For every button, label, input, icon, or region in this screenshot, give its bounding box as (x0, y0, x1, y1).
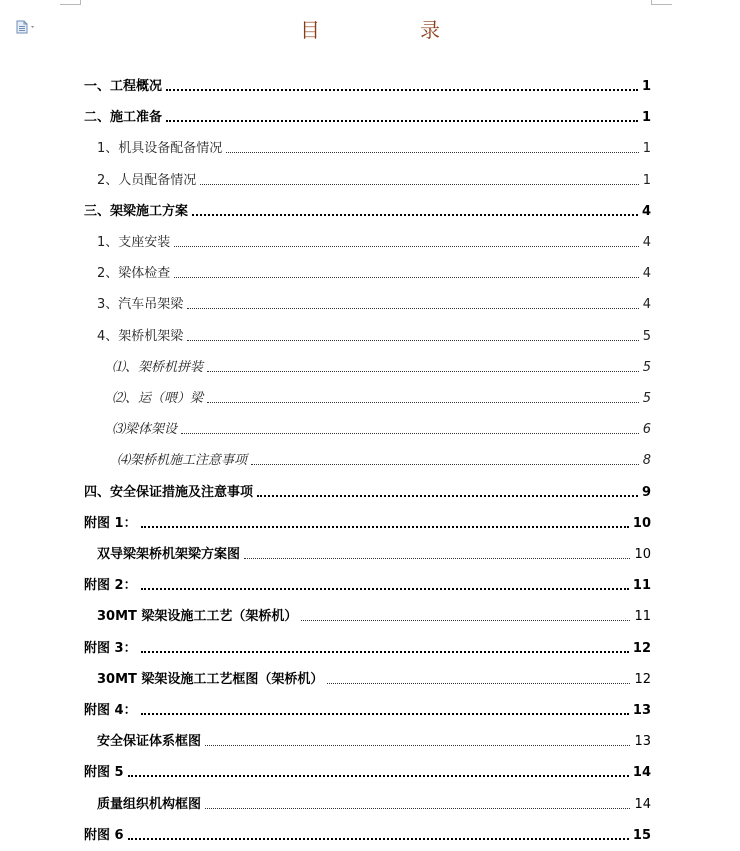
toc-dot-leader (181, 432, 639, 434)
toc-page-number: 1 (642, 141, 651, 156)
toc-entry-label: 附图 5 (84, 765, 124, 780)
toc-entry[interactable] (84, 824, 651, 844)
toc-entry-label: 三、架梁施工方案 (84, 204, 189, 219)
toc-page-number: 11 (632, 578, 651, 593)
toc-dot-leader (174, 245, 638, 247)
toc-dot-leader (205, 807, 630, 809)
toc-dot-leader (166, 88, 638, 91)
toc-page-number: 14 (634, 797, 651, 812)
toc-entry[interactable] (84, 512, 651, 532)
toc-entry-label: 附图 2： (84, 578, 137, 593)
toc-dot-leader (141, 587, 629, 590)
toc-page-number: 5 (642, 329, 651, 344)
toc-entry-label: 附图 6 (84, 828, 124, 843)
toc-entry[interactable] (84, 106, 651, 126)
toc-entry-label: 2、梁体检查 (97, 266, 171, 281)
toc-entry[interactable] (97, 730, 651, 750)
toc-entry-label: 一、工程概况 (84, 79, 163, 94)
toc-page-number: 12 (634, 672, 651, 687)
toc-page-number: 6 (642, 422, 651, 437)
toc-entry-label: 附图 3： (84, 641, 137, 656)
toc-page-number: 13 (632, 703, 651, 718)
toc-dot-leader (226, 151, 638, 153)
toc-dot-leader (128, 774, 629, 777)
toc-entry[interactable] (84, 637, 651, 657)
toc-dot-leader (205, 744, 630, 746)
toc-entry[interactable] (97, 231, 651, 251)
toc-entry-label: 四、安全保证措施及注意事项 (84, 485, 254, 500)
toc-entry-label: 4、架桥机架梁 (97, 329, 184, 344)
toc-entry-label: 安全保证体系框图 (97, 734, 202, 749)
toc-dot-leader (301, 619, 630, 621)
toc-dot-leader (128, 837, 629, 840)
toc-page-number: 4 (642, 266, 651, 281)
toc-entry[interactable] (97, 793, 651, 813)
toc-dot-leader (141, 712, 629, 715)
toc-page-number: 9 (641, 485, 651, 500)
toc-page-number: 5 (642, 391, 651, 406)
toc-entry-label: 附图 1： (84, 516, 137, 531)
toc-entry[interactable] (112, 356, 651, 376)
toc-dot-leader (327, 682, 630, 684)
toc-dot-leader (187, 339, 638, 341)
toc-entry-label: ⑵、运（喂）梁 (112, 391, 204, 406)
toc-entry[interactable] (112, 387, 651, 407)
toc-page-number: 1 (642, 173, 651, 188)
toc-entry[interactable] (84, 699, 651, 719)
toc-entry-label: ⑷架桥机施工注意事项 (117, 453, 248, 468)
toc-entry[interactable] (84, 200, 651, 220)
toc-entry[interactable] (84, 481, 651, 501)
toc-entry[interactable] (84, 761, 651, 781)
toc-entry[interactable] (97, 169, 651, 189)
toc-dot-leader (257, 494, 638, 497)
toc-entry[interactable] (84, 75, 651, 95)
toc-entry[interactable] (97, 543, 651, 563)
toc-dot-leader (251, 463, 639, 465)
toc-entry-label: 二、施工准备 (84, 110, 163, 125)
toc-page-number: 10 (632, 516, 651, 531)
toc-entry-label: 1、支座安装 (97, 235, 171, 250)
toc-entry-label: 质量组织机构框图 (97, 797, 202, 812)
toc-page-number: 5 (642, 360, 651, 375)
toc-entry-label: ⑴、架桥机拼装 (112, 360, 204, 375)
toc-entry[interactable] (97, 293, 651, 313)
toc-entry-label: 3、汽车吊架梁 (97, 297, 184, 312)
page-title: 目 录 (300, 18, 480, 42)
toc-entry-label: 附图 4： (84, 703, 137, 718)
toc-dot-leader (244, 557, 630, 559)
toc-dot-leader (166, 119, 638, 122)
toc-page-number: 11 (634, 609, 651, 624)
toc-entry-label: 1、机具设备配备情况 (97, 141, 223, 156)
toc-entry[interactable] (117, 449, 651, 469)
toc-dot-leader (187, 307, 638, 309)
toc-page-number: 1 (641, 79, 651, 94)
toc-page-number: 12 (632, 641, 651, 656)
toc-entry[interactable] (112, 418, 651, 438)
toc-dot-leader (207, 401, 639, 403)
toc-entry[interactable] (84, 574, 651, 594)
toc-dot-leader (141, 525, 629, 528)
toc-entry[interactable] (97, 262, 651, 282)
toc-page-number: 10 (634, 547, 651, 562)
toc-page-number: 4 (642, 235, 651, 250)
toc-entry[interactable] (97, 137, 651, 157)
toc-dot-leader (141, 650, 629, 653)
toc-entry[interactable] (97, 325, 651, 345)
toc-entry-label: ⑶梁体架设 (112, 422, 178, 437)
toc-dot-leader (174, 276, 638, 278)
toc-dot-leader (200, 183, 638, 185)
toc-entry[interactable] (97, 668, 651, 688)
toc-dot-leader (207, 370, 639, 372)
toc-entry-label: 30MT 梁架设施工工艺框图（架桥机） (97, 672, 324, 687)
toc-page-number: 14 (632, 765, 651, 780)
toc-page-number: 13 (634, 734, 651, 749)
toc-page-number: 4 (642, 297, 651, 312)
toc-page-number: 4 (641, 204, 651, 219)
toc-page-number: 8 (642, 453, 651, 468)
toc-entry[interactable] (97, 605, 651, 625)
toc-page-number: 15 (632, 828, 651, 843)
toc-entry-label: 双导梁架桥机架梁方案图 (97, 547, 241, 562)
toc-entry-label: 2、人员配备情况 (97, 173, 197, 188)
toc-entry-label: 30MT 梁架设施工工艺（架桥机） (97, 609, 298, 624)
toc-page-number: 1 (641, 110, 651, 125)
toc-dot-leader (192, 213, 638, 216)
